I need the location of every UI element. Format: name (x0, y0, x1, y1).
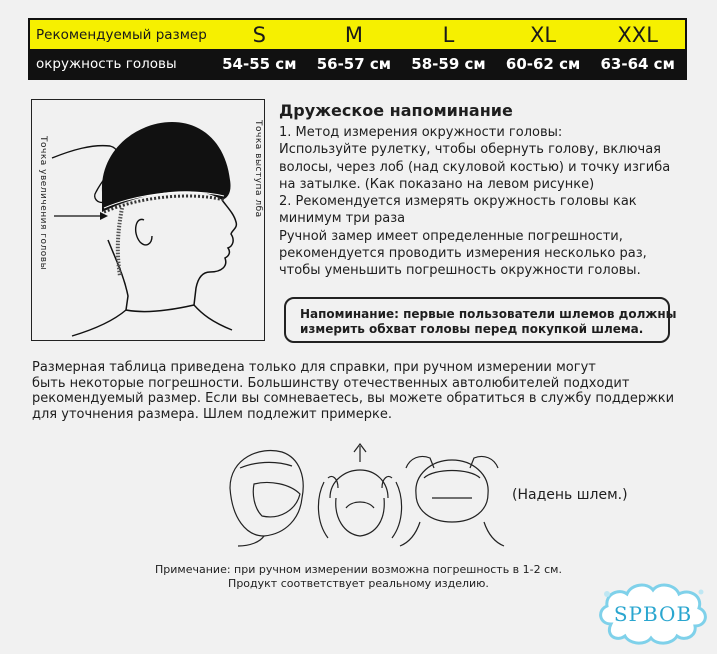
range-l: 58-59 см (411, 54, 486, 73)
paragraph-line: рекомендуемый размер. Если вы сомневаетесь, вы можете обратиться в службу поддержки (32, 391, 675, 406)
paragraph-line: для уточнения размера. Шлем подлежит примерке. (32, 406, 392, 422)
helmet-wearing-illustration (220, 438, 510, 548)
size-s: S (252, 22, 266, 47)
notice-line: измерить обхват головы перед покупкой шлема. (300, 322, 644, 336)
size-xl: XL (530, 22, 557, 47)
size-disclaimer-paragraph (32, 360, 702, 422)
head-circumference-label: окружность головы (36, 55, 177, 72)
paragraph-line: быть некоторые погрешности. Большинству отечественных автолюбителей подходит (32, 375, 630, 391)
first-time-notice-box (284, 297, 677, 343)
reminder-text (279, 124, 699, 280)
reminder-line: Используйте рулетку, чтобы обернуть голову, включая (279, 142, 661, 158)
head-widest-point-label: Точка увеличения головы (38, 136, 48, 271)
range-xxl: 63-64 см (600, 54, 675, 73)
notice-line: Напоминание: первые пользователи шлемов должны (300, 307, 677, 321)
put-on-helmet-label: (Надень шлем.) (512, 487, 628, 503)
reminder-line: волосы, через лоб (над скуловой костью) и точку изгиба (279, 159, 671, 175)
reminder-title: Дружеское напоминание (279, 101, 513, 120)
brand-watermark (593, 580, 713, 650)
range-m: 56-57 см (316, 54, 392, 73)
head-circumference-row (30, 49, 685, 78)
size-m: M (344, 22, 363, 47)
footnote-product-match: Продукт соответствует реальному изделию. (228, 577, 489, 590)
watermark-text: SPBOB (613, 602, 693, 626)
size-l: L (442, 22, 455, 47)
reminder-line: рекомендуется проводить измерения несколько раз, (279, 246, 647, 262)
footnote-measurement-error: Примечание: при ручном измерении возможна погрешность в 1-2 см. (155, 563, 562, 576)
forehead-point-label: Точка выступа лба (253, 120, 263, 218)
reminder-line: Ручной замер имеет определенные погрешности, (279, 228, 623, 244)
paragraph-line: Размерная таблица приведена только для справки, при ручном измерении могут (32, 360, 596, 375)
reminder-line: 1. Метод измерения окружности головы: (279, 125, 563, 140)
reminder-line: 2. Рекомендуется измерять окружность головы как (279, 194, 637, 210)
reminder-line: минимум три раза (279, 211, 406, 227)
reminder-line: чтобы уменьшить погрешность окружности головы. (279, 263, 641, 279)
recommended-size-label: Рекомендуемый размер (36, 26, 207, 43)
size-xxl: XXL (617, 22, 658, 47)
head-measurement-diagram (31, 99, 265, 341)
range-s: 54-55 см (222, 54, 297, 73)
size-header-row (30, 20, 685, 49)
size-table (28, 18, 687, 80)
head-profile-illustration (32, 100, 263, 339)
reminder-line: на затылке. (Как показано на левом рисунке) (279, 176, 595, 192)
range-xl: 60-62 см (505, 54, 581, 73)
